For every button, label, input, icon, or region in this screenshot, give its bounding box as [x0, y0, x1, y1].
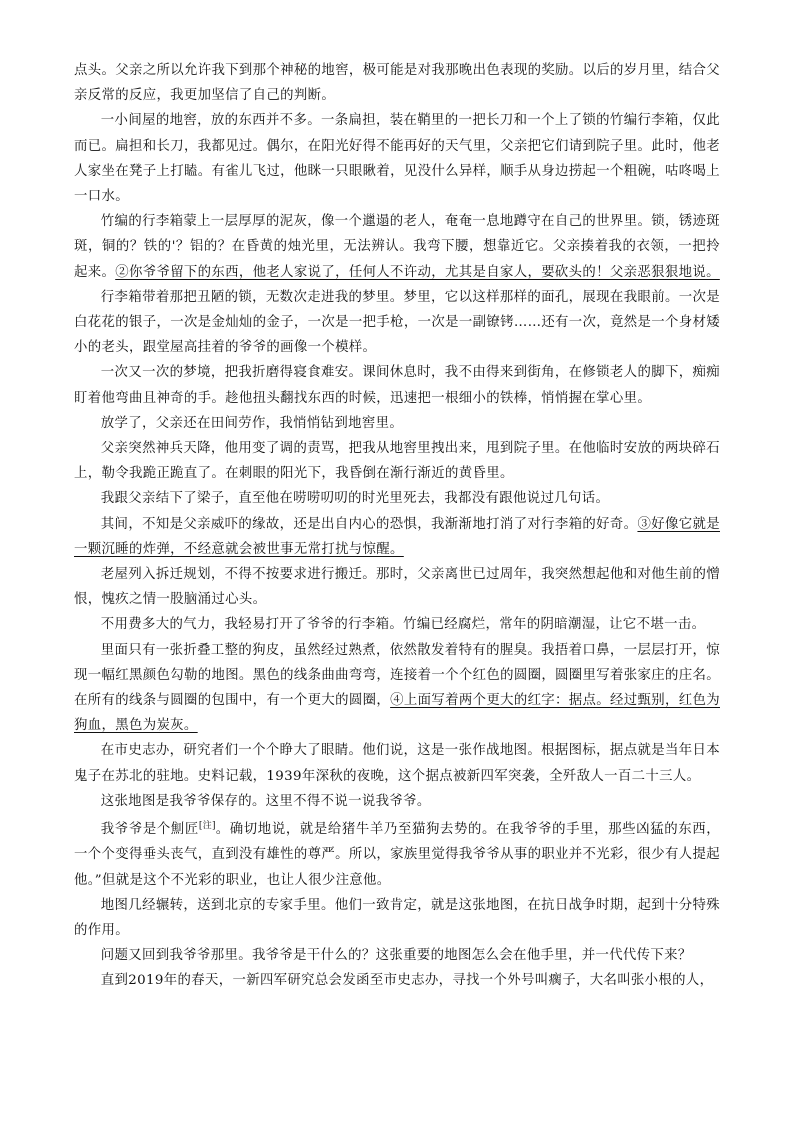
underlined-sentence: ④上面写着两个更大的红字：据点。经过甄别，红色为狗血，黑色为炭灰。 — [74, 693, 720, 734]
underlined-sentence: ②你爷爷留下的东西，他老人家说了，任何人不许动，尤其是自家人，要砍头的！父亲恶狠狠地说。 — [115, 264, 720, 280]
text-segment: 父亲突然神兵天降，他用变了调的责骂，把我从地窖里拽出来，甩到院子里。在他临时安放的两块碎石上，勒令我跪正跪直了。在刺眼的阳光下，我昏倒在渐行渐近的黄昏里。 — [74, 441, 720, 482]
paragraph-10 — [74, 562, 720, 612]
paragraph-11 — [74, 612, 720, 637]
text-segment: 一小间屋的地窖，放的东西并不多。一条扁担，装在鞘里的一把长刀和一个上了锁的竹编行李箱，仅此而已。扁担和长刀，我都见过。偶尔，在阳光好得不能再好的天气里，父亲把它们请到院子里。此时，他老人家坐在凳子上打瞌。有雀儿飞过，他眯一只眼瞅着，见没什么异样，顺手从身边捞起一个粗碗，咕咚喝上一口水。 — [74, 113, 720, 205]
footnote-marker: [注] — [198, 821, 216, 832]
paragraph-14 — [74, 789, 720, 814]
paragraph-1 — [74, 58, 720, 108]
text-segment: 行李箱带着那把丑陋的锁，无数次走进我的梦里。梦里，它以这样那样的面孔，展现在我眼前。一次是白花花的银子，一次是金灿灿的金子，一次是一把手枪，一次是一副镣铐……还有一次，竟然是一个身材矮小的老头，跟堂屋高挂着的爷爷的画像一个模样。 — [74, 289, 720, 356]
text-segment: 地图几经辗转，送到北京的专家手里。他们一致肯定，就是这张地图，在抗日战争时期，起到十分特殊的作用。 — [74, 897, 720, 938]
text-segment: 直到2019年的春天，一新四军研究总会发函至市史志办，寻找一个外号叫瘸子，大名叫张小根的人， — [100, 973, 714, 989]
text-segment: 其间，不知是父亲威吓的缘故，还是出自内心的恐惧，我渐渐地打消了对行李箱的好奇。 — [100, 516, 638, 532]
text-segment: 一次又一次的梦境，把我折磨得寝食难安。课间休息时，我不由得来到街角，在修锁老人的脚下，痴痴盯着他弯曲且神奇的手。趁他扭头翻找东西的时候，迅速把一根细小的铁棒，悄悄握在掌心里。 — [74, 365, 720, 406]
paragraph-13 — [74, 738, 720, 788]
text-segment: 问题又回到我爷爷那里。我爷爷是干什么的？这张重要的地图怎么会在他手里，并一代代传下来？ — [100, 948, 692, 964]
text-segment: 老屋列入拆迁规划，不得不按要求进行搬迁。那时，父亲离世已过周年，我突然想起他和对他生前的憎恨，愧疚之情一股脑涌过心头。 — [74, 567, 720, 608]
paragraph-15 — [74, 814, 720, 893]
paragraph-17 — [74, 943, 720, 968]
paragraph-8 — [74, 486, 720, 511]
paragraph-16 — [74, 893, 720, 943]
text-segment: 竹编的行李箱蒙上一层厚厚的泥灰，像一个邋遢的老人，奄奄一息地蹲守在自己的世界里。锁，锈迹斑斑，铜的？铁的'？铝的？在昏黄的烛光里，无法辨认。我弯下腰，想靠近它。父亲揍着我的衣领，一把拎起来。 — [74, 214, 720, 280]
text-segment: 。确切地说，就是给猪牛羊乃至猫狗去势的。在我爷爷的手里，那些凶猛的东西，一个个变得垂头丧气，直到没有雄性的尊严。所以，家族里觉得我爷爷从事的职业并不光彩，很少有人提起他。”但就是这个不光彩的职业，也让人很少注意他。 — [74, 822, 720, 888]
text-segment: 在市史志办，研究者们一个个睁大了眼睛。他们说，这是一张作战地图。根据图标，据点就是当年日本鬼子在苏北的驻地。史料记载，1939年深秋的夜晚，这个据点被新四军突袭，全歼敌人一百二十三人。 — [74, 743, 720, 784]
paragraph-7 — [74, 436, 720, 486]
text-segment: 不用费多大的气力，我轻易打开了爷爷的行李箱。竹编已经腐烂，常年的阴暗潮湿，让它不堪一击。 — [100, 617, 706, 633]
text-segment: 我爷爷是个劁匠 — [100, 822, 199, 838]
paragraph-5 — [74, 360, 720, 410]
text-segment: 这张地图是我爷爷保存的。这里不得不说一说我爷爷。 — [100, 793, 431, 809]
paragraph-3 — [74, 209, 720, 285]
text-segment: 我跟父亲结下了梁子，直至他在唠唠叨叨的时光里死去，我都没有跟他说过几句话。 — [100, 491, 610, 507]
paragraph-4 — [74, 285, 720, 361]
paragraph-9 — [74, 512, 720, 562]
text-segment: 放学了，父亲还在田间劳作，我悄悄钻到地窖里。 — [100, 415, 404, 431]
paragraph-2 — [74, 108, 720, 209]
text-segment: 里面只有一张折叠工整的狗皮，虽然经过熟煮，依然散发着特有的腥臭。我捂着口鼻，一层层打开，惊现一幅红黑颜色勾勒的地图。黑色的线条曲曲弯弯，连接着一个个红色的圆圈，圆圈里写着张家庄的庄名。在所有的线条与圆圈的包围中，有一个更大的圆圈， — [74, 642, 720, 709]
paragraph-12 — [74, 638, 720, 739]
underlined-sentence: ③好像它就是一颗沉睡的炸弹，不经意就会被世事无常打扰与惊醒。 — [74, 516, 720, 557]
document-page — [74, 58, 720, 994]
text-segment: 点头。父亲之所以允许我下到那个神秘的地窖，极可能是对我那晚出色表现的奖励。以后的岁月里，结合父亲反常的反应，我更加坚信了自己的判断。 — [74, 63, 720, 104]
paragraph-18 — [74, 968, 720, 993]
paragraph-6 — [74, 411, 720, 436]
